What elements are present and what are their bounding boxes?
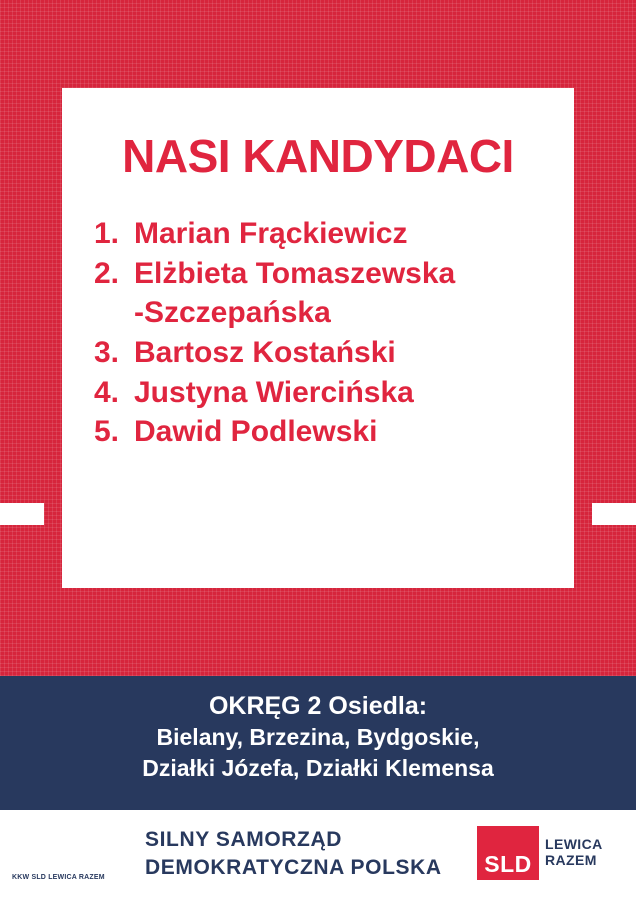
committee-note: KKW SLD LEWICA RAZEM — [12, 874, 105, 881]
candidate-name — [134, 373, 574, 413]
candidate-number: 4. — [94, 375, 120, 409]
list-item — [62, 412, 574, 452]
footer — [0, 810, 636, 900]
candidate-name-text: Marian Frąckiewicz — [134, 217, 408, 251]
edge-notch-right — [592, 503, 636, 525]
page-title: NASI KANDYDACI — [122, 130, 514, 182]
district-line-2: Działki Józefa, Działki Klemensa — [142, 754, 494, 781]
candidate-number: 5. — [94, 415, 120, 449]
candidate-name — [134, 412, 574, 452]
list-item — [62, 214, 574, 254]
slogan-line-2: DEMOKRATYCZNA POLSKA — [145, 855, 442, 879]
candidate-number: 2. — [94, 256, 120, 290]
district-band — [0, 676, 636, 810]
district-line-1: Bielany, Brzezina, Bydgoskie, — [156, 724, 480, 750]
candidate-name-text: Elżbieta Tomaszewska — [134, 256, 456, 290]
lewica-text: LEWICA — [545, 836, 603, 853]
razem-text: RAZEM — [545, 852, 597, 868]
candidate-name — [134, 254, 574, 333]
candidate-name-text: Bartosz Kostański — [134, 336, 396, 370]
list-item — [62, 333, 574, 373]
edge-notch-left — [0, 503, 44, 525]
slogan — [145, 826, 475, 881]
sld-logo-block — [477, 826, 539, 880]
lewica-razem-logo-block — [539, 826, 619, 880]
candidate-number: 3. — [94, 336, 120, 370]
sld-logo-text: SLD — [484, 851, 532, 877]
candidate-number: 1. — [94, 217, 120, 251]
candidate-name-text: Justyna Wiercińska — [134, 375, 414, 409]
district-heading: OKRĘG 2 Osiedla: — [208, 692, 428, 720]
sld-lewica-razem-logo — [477, 826, 619, 880]
candidate-name — [134, 214, 574, 254]
candidate-name — [134, 333, 574, 373]
slogan-line-1: SILNY SAMORZĄD — [145, 828, 343, 851]
candidates-list — [62, 180, 574, 452]
candidate-name-continuation: -Szczepańska — [134, 296, 331, 330]
candidates-card — [62, 88, 574, 588]
list-item — [62, 373, 574, 413]
candidate-name-text: Dawid Podlewski — [134, 415, 378, 449]
list-item — [62, 254, 574, 333]
